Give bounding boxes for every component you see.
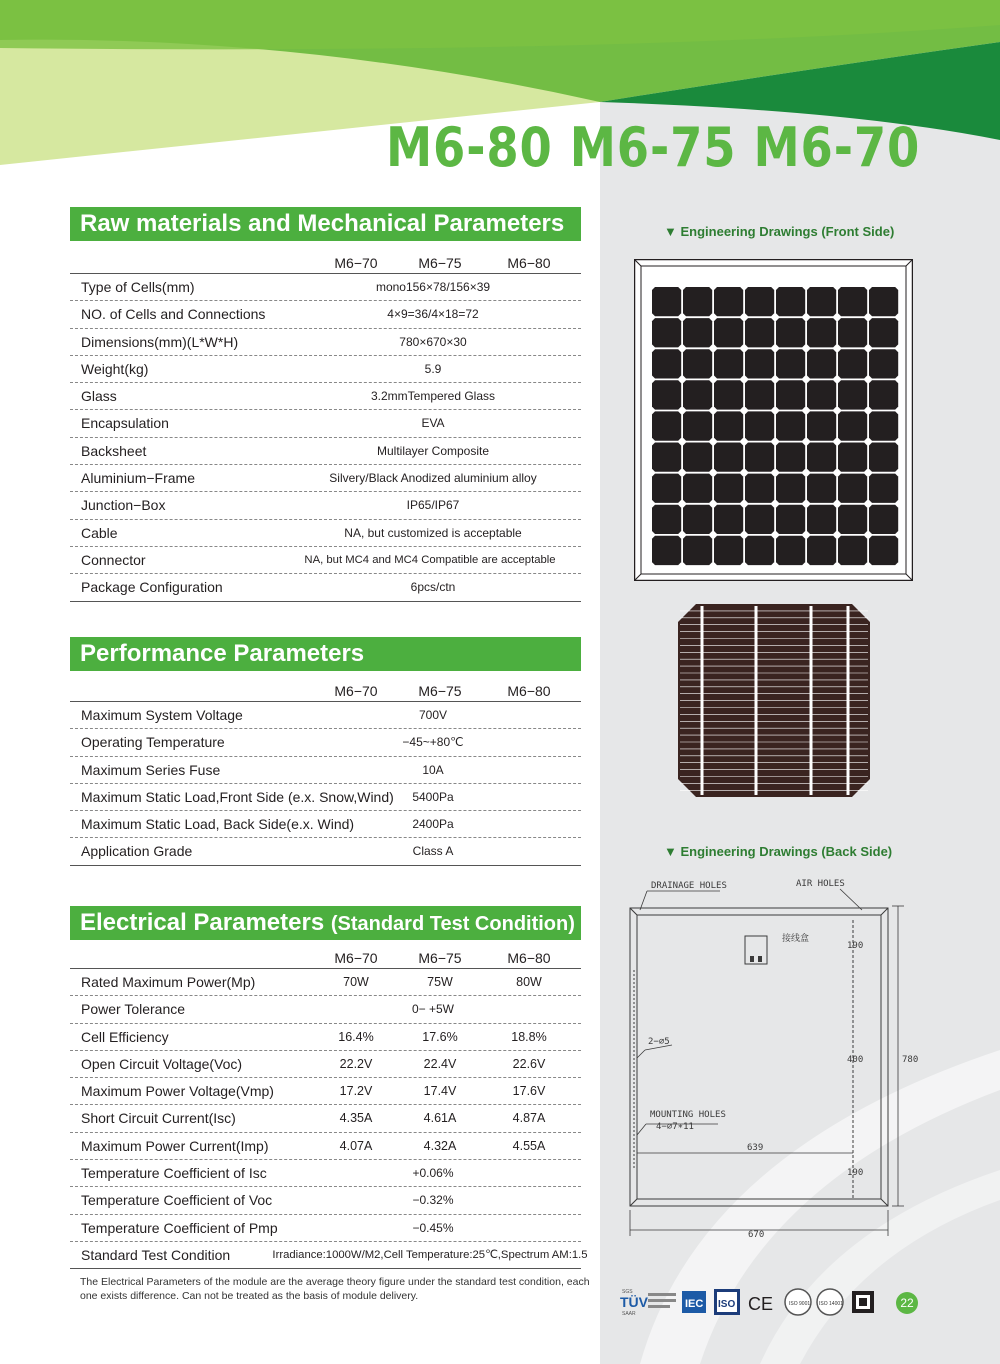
model-header-m6-70: M6−70 bbox=[334, 255, 378, 271]
solar-cell bbox=[652, 287, 681, 316]
solar-cell bbox=[714, 536, 743, 565]
dim-400: 400 bbox=[847, 1055, 864, 1065]
electrical-heading-sub: (Standard Test Condition) bbox=[330, 913, 575, 935]
table-row bbox=[70, 547, 581, 574]
row-label: Encapsulation bbox=[81, 415, 169, 432]
iso-logo bbox=[714, 1289, 740, 1315]
row-value: NA, but customized is acceptable bbox=[344, 525, 522, 540]
row-value: 0− +5W bbox=[411, 1002, 455, 1017]
row-value: NA, but MC4 and MC4 Compatible are acceptable bbox=[304, 553, 556, 566]
row-label: Dimensions(mm)(L*W*H) bbox=[81, 333, 239, 350]
iso-9001-logo bbox=[785, 1289, 811, 1315]
solar-cell bbox=[745, 536, 774, 565]
solar-cell bbox=[652, 349, 681, 378]
row-label: Type of Cells(mm) bbox=[81, 279, 195, 295]
solar-cell bbox=[745, 505, 774, 534]
solar-cell bbox=[869, 536, 898, 565]
row-value: −45~+80℃ bbox=[402, 735, 464, 750]
row-label: Standard Test Condition bbox=[81, 1246, 231, 1263]
back-drawing-caption: ▼ Engineering Drawings (Back Side) bbox=[664, 844, 893, 859]
solar-cell bbox=[683, 318, 712, 347]
label-drainage-holes: DRAINAGE HOLES bbox=[651, 881, 727, 891]
table-row bbox=[70, 574, 581, 601]
table-row bbox=[70, 465, 581, 492]
section-heading-electrical bbox=[70, 906, 581, 940]
solar-cell bbox=[683, 287, 712, 316]
row-value: 17.2V bbox=[339, 1084, 373, 1099]
row-label: NO. of Cells and Connections bbox=[81, 306, 266, 323]
row-value: 17.4V bbox=[423, 1084, 457, 1099]
row-label: Package Configuration bbox=[81, 579, 223, 596]
table-row bbox=[70, 410, 581, 437]
model-header-row bbox=[70, 680, 581, 702]
solar-cell bbox=[683, 505, 712, 534]
solar-cell bbox=[869, 380, 898, 409]
row-label: Maximum Static Load, Back Side(e.x. Wind) bbox=[81, 816, 355, 833]
row-label: Temperature Coefficient of Voc bbox=[81, 1192, 273, 1209]
solar-cell bbox=[714, 318, 743, 347]
row-label: Maximum System Voltage bbox=[81, 707, 243, 723]
label-air-holes: AIR HOLES bbox=[796, 879, 845, 889]
row-label: Maximum Power Current(Imp) bbox=[81, 1137, 269, 1154]
table-row bbox=[70, 702, 581, 729]
svg-text:ISO 14001: ISO 14001 bbox=[819, 1301, 843, 1307]
table-row bbox=[70, 811, 581, 838]
solar-cell bbox=[838, 318, 867, 347]
row-label: Maximum Static Load,Front Side (e.x. Snow,Wind) bbox=[81, 788, 394, 805]
dim-190-top: 190 bbox=[847, 941, 864, 951]
solar-cell bbox=[652, 380, 681, 409]
table-row bbox=[70, 1187, 581, 1214]
row-value: 4.07A bbox=[339, 1138, 373, 1153]
solar-cell bbox=[652, 536, 681, 565]
ce-mark: CE bbox=[748, 1294, 774, 1314]
solar-cell bbox=[869, 474, 898, 503]
svg-text:IEC: IEC bbox=[685, 1298, 704, 1310]
dim-190-bottom: 190 bbox=[847, 1168, 864, 1178]
row-label: Weight(kg) bbox=[81, 360, 149, 377]
solar-cell bbox=[714, 411, 743, 440]
iso-14001-logo bbox=[817, 1289, 843, 1315]
table-row bbox=[70, 383, 581, 410]
page-number: 22 bbox=[896, 1292, 918, 1314]
row-label: Glass bbox=[81, 388, 117, 405]
model-header-m6-80: M6−80 bbox=[507, 683, 551, 699]
table-row bbox=[70, 1024, 581, 1051]
row-label: Connector bbox=[81, 551, 146, 568]
electrical-heading-main: Electrical Parameters bbox=[80, 909, 325, 936]
model-header-m6-75: M6−75 bbox=[418, 683, 462, 699]
model-header-m6-80: M6−80 bbox=[507, 950, 551, 966]
solar-cell bbox=[807, 505, 836, 534]
solar-cell bbox=[869, 349, 898, 378]
table-row bbox=[70, 1051, 581, 1078]
single-cell-drawing bbox=[678, 604, 870, 797]
table-row bbox=[70, 1078, 581, 1105]
solar-cell bbox=[838, 349, 867, 378]
model-header-m6-70: M6−70 bbox=[334, 683, 378, 699]
triangle-down-icon: ▼ bbox=[664, 844, 681, 859]
section-heading-performance: Performance Parameters bbox=[70, 637, 581, 671]
solar-cell bbox=[776, 380, 805, 409]
row-value: Class A bbox=[412, 844, 454, 859]
solar-cell bbox=[807, 287, 836, 316]
row-label: Power Tolerance bbox=[81, 1001, 186, 1018]
label-2-holes: 2−⌀5 bbox=[648, 1037, 670, 1047]
row-value: 10A bbox=[422, 762, 444, 777]
solar-cell bbox=[869, 411, 898, 440]
electrical-table bbox=[70, 947, 588, 1269]
solar-cell bbox=[776, 287, 805, 316]
solar-cell bbox=[807, 380, 836, 409]
iec-logo bbox=[682, 1291, 706, 1313]
row-value: −0.45% bbox=[412, 1220, 454, 1235]
solar-cell bbox=[652, 411, 681, 440]
footnote: The Electrical Parameters of the module are the average theory figure under the standard test condition, each one exists difference. Can not be treated as the basis of module delivery. bbox=[80, 1276, 590, 1302]
row-value: Irradiance:1000W/M2,Cell Temperature:25℃,Spectrum AM:1.5 bbox=[272, 1248, 588, 1261]
row-value: 2400Pa bbox=[412, 817, 454, 832]
solar-cell bbox=[714, 443, 743, 472]
svg-text:ISO: ISO bbox=[718, 1299, 736, 1310]
solar-cell bbox=[683, 443, 712, 472]
model-header-m6-75: M6−75 bbox=[418, 255, 462, 271]
row-value: 80W bbox=[516, 975, 542, 989]
quality-square-logo bbox=[852, 1291, 874, 1313]
front-side-drawing bbox=[634, 259, 913, 581]
model-header-m6-80: M6−80 bbox=[507, 255, 551, 271]
row-value: 4.55A bbox=[512, 1138, 546, 1153]
row-label: Junction−Box bbox=[81, 497, 166, 514]
table-row bbox=[70, 729, 581, 756]
table-row bbox=[70, 1242, 588, 1269]
row-value: Multilayer Composite bbox=[376, 443, 490, 458]
solar-cell bbox=[838, 380, 867, 409]
model-header-row bbox=[70, 252, 581, 274]
row-label: Operating Temperature bbox=[81, 734, 225, 751]
row-value: 22.6V bbox=[512, 1056, 546, 1071]
row-label: Short Circuit Current(Isc) bbox=[81, 1110, 236, 1127]
section-heading-raw-materials: Raw materials and Mechanical Parameters bbox=[70, 207, 581, 241]
solar-cell bbox=[838, 287, 867, 316]
dim-639: 639 bbox=[747, 1143, 764, 1153]
svg-text:TÜV: TÜV bbox=[620, 1294, 648, 1310]
page-title: M6-80 M6-75 M6-70 bbox=[385, 116, 920, 179]
row-label: Aluminium−Frame bbox=[81, 470, 195, 487]
row-value: 75W bbox=[427, 975, 453, 989]
row-label: Maximum Power Voltage(Vmp) bbox=[81, 1083, 274, 1100]
table-row bbox=[70, 329, 581, 356]
solar-cell bbox=[652, 318, 681, 347]
row-value: 5.9 bbox=[424, 361, 442, 376]
solar-cell bbox=[807, 349, 836, 378]
model-header-m6-75: M6−75 bbox=[418, 950, 462, 966]
table-row bbox=[70, 520, 581, 547]
table-row bbox=[70, 1105, 581, 1132]
table-row bbox=[70, 438, 581, 465]
row-label: Temperature Coefficient of Pmp bbox=[81, 1219, 278, 1236]
row-value: 16.4% bbox=[338, 1029, 374, 1044]
solar-cell bbox=[683, 536, 712, 565]
solar-cell bbox=[683, 474, 712, 503]
table-row bbox=[70, 356, 581, 383]
row-label: Cell Efficiency bbox=[81, 1028, 169, 1045]
model-header-row bbox=[70, 947, 581, 969]
row-value: 4.35A bbox=[339, 1111, 373, 1126]
dim-670: 670 bbox=[748, 1230, 765, 1240]
solar-cell bbox=[714, 505, 743, 534]
performance-table bbox=[70, 680, 581, 866]
solar-cell bbox=[683, 380, 712, 409]
row-label: Backsheet bbox=[81, 442, 147, 459]
table-row bbox=[70, 757, 581, 784]
solar-cell bbox=[807, 443, 836, 472]
model-header-m6-70: M6−70 bbox=[334, 950, 378, 966]
row-value: EVA bbox=[421, 416, 445, 431]
solar-cell bbox=[838, 411, 867, 440]
solar-cell bbox=[776, 349, 805, 378]
solar-cell bbox=[714, 287, 743, 316]
row-label: Rated Maximum Power(Mp) bbox=[81, 974, 256, 990]
back-side-drawing bbox=[600, 870, 930, 1250]
solar-cell bbox=[869, 318, 898, 347]
row-value: 5400Pa bbox=[412, 789, 454, 804]
table-row bbox=[70, 1160, 581, 1187]
row-value: 4.32A bbox=[423, 1138, 457, 1153]
table-row bbox=[70, 301, 581, 328]
row-label: Cable bbox=[81, 524, 118, 541]
solar-cell bbox=[745, 474, 774, 503]
raw-materials-table bbox=[70, 252, 581, 602]
label-mounting-holes: MOUNTING HOLES bbox=[650, 1110, 726, 1120]
solar-cell bbox=[776, 443, 805, 472]
solar-cell bbox=[807, 318, 836, 347]
row-value: −0.32% bbox=[412, 1193, 454, 1208]
solar-cell bbox=[652, 474, 681, 503]
row-value: 700V bbox=[418, 708, 448, 722]
row-label: Open Circuit Voltage(Voc) bbox=[81, 1055, 243, 1072]
solar-cell bbox=[838, 443, 867, 472]
solar-cell bbox=[807, 474, 836, 503]
solar-cell bbox=[652, 443, 681, 472]
solar-cell bbox=[838, 505, 867, 534]
solar-cell bbox=[838, 536, 867, 565]
row-value: 22.4V bbox=[423, 1056, 457, 1071]
solar-cell bbox=[745, 411, 774, 440]
table-row bbox=[70, 1133, 581, 1160]
solar-cell bbox=[745, 443, 774, 472]
row-value: IP65/IP67 bbox=[406, 498, 460, 513]
label-mounting-dim: 4−⌀7∗11 bbox=[656, 1122, 694, 1132]
table-row bbox=[70, 969, 581, 996]
triangle-down-icon: ▼ bbox=[664, 224, 681, 239]
row-value: 4.87A bbox=[512, 1111, 546, 1126]
solar-cell bbox=[714, 474, 743, 503]
solar-cell bbox=[776, 411, 805, 440]
row-value: 18.8% bbox=[511, 1029, 547, 1044]
row-label: Temperature Coefficient of Isc bbox=[81, 1165, 267, 1182]
row-value: mono156×78/156×39 bbox=[375, 280, 491, 294]
solar-cell bbox=[714, 349, 743, 378]
solar-cell bbox=[838, 474, 867, 503]
row-value: 4×9=36/4×18=72 bbox=[387, 307, 479, 322]
solar-cell bbox=[869, 505, 898, 534]
row-value: 17.6% bbox=[422, 1029, 458, 1044]
svg-text:SGS: SGS bbox=[622, 1289, 633, 1295]
row-value: 3.2mmTempered Glass bbox=[370, 389, 496, 404]
table-row bbox=[70, 996, 581, 1023]
table-row bbox=[70, 274, 581, 301]
solar-cell bbox=[807, 536, 836, 565]
solar-cell bbox=[776, 505, 805, 534]
front-drawing-caption: ▼ Engineering Drawings (Front Side) bbox=[664, 224, 895, 239]
solar-cell bbox=[776, 474, 805, 503]
solar-cell bbox=[776, 318, 805, 347]
row-label: Maximum Series Fuse bbox=[81, 761, 221, 778]
solar-cell bbox=[745, 318, 774, 347]
row-value: 6pcs/ctn bbox=[410, 580, 456, 595]
row-value: 22.2V bbox=[339, 1056, 373, 1071]
table-row bbox=[70, 838, 581, 865]
row-value: 780×670×30 bbox=[399, 334, 467, 349]
label-junction-box: 接线盒 bbox=[782, 934, 810, 944]
solar-cell bbox=[776, 536, 805, 565]
solar-cell bbox=[652, 505, 681, 534]
row-value: Silvery/Black Anodized aluminium alloy bbox=[329, 471, 537, 486]
solar-cell bbox=[745, 349, 774, 378]
solar-cell bbox=[683, 349, 712, 378]
svg-text:ISO 9001: ISO 9001 bbox=[789, 1301, 811, 1307]
dim-780: 780 bbox=[902, 1055, 919, 1065]
row-value: 70W bbox=[343, 975, 369, 989]
row-value: 4.61A bbox=[423, 1111, 457, 1126]
solar-cell bbox=[869, 287, 898, 316]
solar-cell bbox=[869, 443, 898, 472]
solar-cell bbox=[714, 380, 743, 409]
table-row bbox=[70, 492, 581, 519]
table-row bbox=[70, 784, 581, 811]
solar-cell bbox=[745, 287, 774, 316]
tuv-logo bbox=[620, 1289, 649, 1317]
table-row bbox=[70, 1215, 581, 1242]
solar-cell bbox=[745, 380, 774, 409]
solar-cell bbox=[683, 411, 712, 440]
svg-text:SAAR: SAAR bbox=[622, 1311, 636, 1317]
certification-logos bbox=[618, 1285, 888, 1321]
row-value: +0.06% bbox=[412, 1166, 454, 1181]
row-label: Application Grade bbox=[81, 843, 193, 860]
row-value: 17.6V bbox=[512, 1084, 546, 1099]
solar-cell bbox=[807, 411, 836, 440]
